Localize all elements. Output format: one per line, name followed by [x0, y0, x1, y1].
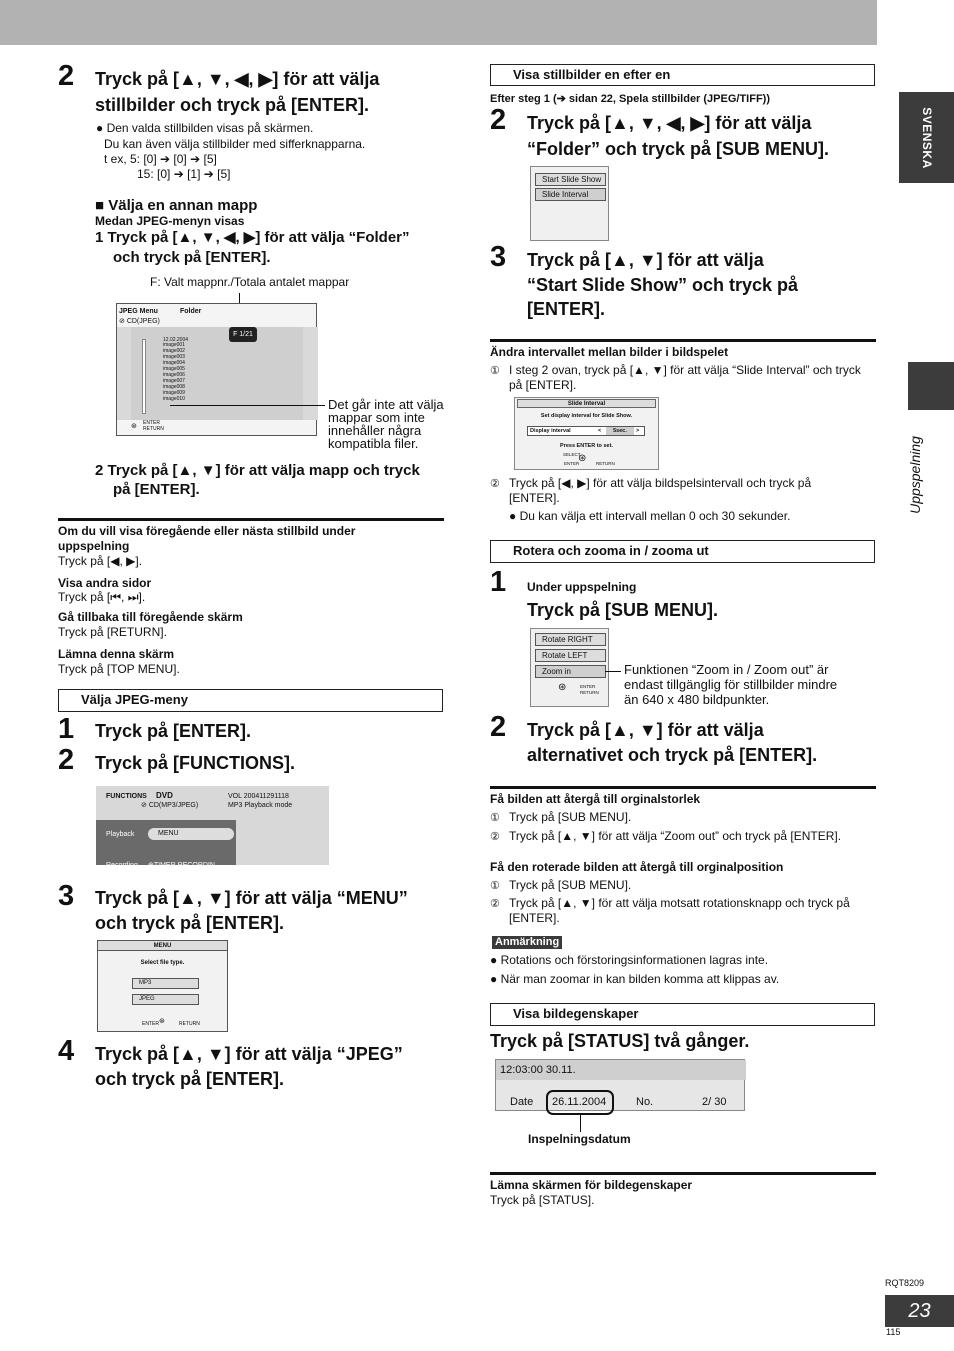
- text: på [ENTER].: [509, 378, 577, 392]
- step-number: 3: [490, 241, 507, 273]
- text: 15: [0] ➔ [1] ➔ [5]: [137, 167, 231, 181]
- step-heading: och tryck på [ENTER].: [95, 1069, 285, 1089]
- step-heading: Tryck på [▲, ▼] för att välja: [527, 720, 764, 740]
- mp3-option[interactable]: MP3: [132, 978, 199, 989]
- enter-icon: ⊛: [578, 453, 587, 464]
- text: Tryck på [▲, ▼] för att välja “Zoom out” och tryck på [ENTER].: [509, 829, 842, 843]
- step-circle-1: ①: [490, 880, 500, 892]
- note-bullet: ● Rotations och förstoringsinformationen lagras inte.: [490, 953, 769, 967]
- callout-note: Funktionen “Zoom in / Zoom out” är endast tillgänglig för stillbilder mindre än 640 x 480 bildpunkter.: [624, 662, 838, 707]
- file-item[interactable]: image006: [163, 372, 185, 378]
- sub-heading-note: Medan JPEG-menyn visas: [95, 214, 245, 228]
- bullet: ● Du kan välja ett intervall mellan 0 och 30 sekunder.: [509, 509, 791, 523]
- tip-heading: Gå tillbaka till föregående skärm: [58, 610, 243, 624]
- tip-text: Tryck på [◀, ▶].: [58, 554, 143, 568]
- step-number: 3: [58, 880, 75, 912]
- step-heading: Tryck på [▲, ▼, ◀, ▶] för att välja: [95, 69, 380, 89]
- sub-heading: Få bilden att återgå till orginalstorlek: [490, 792, 701, 806]
- step-number: 1: [490, 566, 507, 598]
- step-text: 1 Tryck på [▲, ▼, ◀, ▶] för att välja “Folder”: [95, 229, 410, 246]
- menu-screen: MENU Select file type. MP3 JPEG ENTER ⊛ RETURN: [97, 940, 228, 1032]
- callout-line: [580, 1115, 581, 1132]
- note-badge: Anmärkning: [492, 936, 562, 949]
- header-bar: [0, 0, 877, 45]
- rotate-right-option[interactable]: Rotate RIGHT: [535, 633, 606, 646]
- scrollbar[interactable]: [142, 339, 146, 414]
- tip-text: Tryck på [⏮, ⏭].: [58, 590, 146, 604]
- display-interval-field[interactable]: Display interval < 5sec. >: [527, 426, 645, 436]
- slide-interval-option[interactable]: Slide Interval: [535, 188, 606, 201]
- callout-line: [605, 671, 621, 672]
- divider: [490, 786, 876, 789]
- file-item[interactable]: image008: [163, 384, 185, 390]
- file-item[interactable]: image003: [163, 354, 185, 360]
- step-note: Under uppspelning: [527, 580, 637, 594]
- divider: [490, 1172, 876, 1175]
- text: t ex, 5: [0] ➔ [0] ➔ [5]: [104, 152, 217, 166]
- sub-heading: Ändra intervallet mellan bilder i bildspelet: [490, 345, 729, 359]
- step-heading: stillbilder och tryck på [ENTER].: [95, 95, 370, 115]
- step-heading: Tryck på [SUB MENU].: [527, 600, 719, 620]
- step-heading: “Start Slide Show” och tryck på: [527, 275, 799, 295]
- rotate-left-option[interactable]: Rotate LEFT: [535, 649, 606, 662]
- step-number: 2: [490, 104, 507, 136]
- zoom-in-option[interactable]: Zoom in: [535, 665, 606, 678]
- jpeg-menu-screen: JPEG Menu Folder ⊘ CD(JPEG) F 1/21 12.02.2004 image001 image002 image003 image004 image005 image006 image007 image008 image009 image010 ⊛ ENTER RETURN: [116, 303, 317, 436]
- start-slide-show-option[interactable]: Start Slide Show: [535, 173, 606, 186]
- step-circle-1: ①: [490, 812, 500, 824]
- step-number: 2: [58, 744, 75, 776]
- reference-note: Efter steg 1 (➔ sidan 22, Spela stillbilder (JPEG/TIFF)): [490, 93, 771, 105]
- rotate-sub-menu: Rotate RIGHT Rotate LEFT Zoom in ⊛ ENTER RETURN: [530, 628, 609, 707]
- tip-heading: Om du vill visa föregående eller nästa stillbild under: [58, 524, 356, 538]
- step-text: på [ENTER].: [113, 481, 200, 498]
- enter-icon: ⊛: [131, 423, 137, 430]
- divider: [490, 339, 876, 342]
- step-heading: “Folder” och tryck på [SUB MENU].: [527, 139, 830, 159]
- language-tab: SVENSKA: [899, 92, 954, 183]
- step-number: 2: [490, 711, 507, 743]
- step-text: och tryck på [ENTER].: [113, 249, 271, 266]
- menu-option[interactable]: MENU: [148, 828, 234, 840]
- enter-icon: ⊛: [159, 1018, 165, 1025]
- text: [ENTER].: [509, 491, 560, 505]
- sub-heading: Lämna skärmen för bildegenskaper: [490, 1178, 693, 1192]
- text: Tryck på [SUB MENU].: [509, 878, 632, 892]
- step-circle-2: ②: [490, 831, 500, 843]
- functions-screen: FUNCTIONS DVD ⊘ CD(MP3/JPEG) VOL 200411291118 MP3 Playback mode Playback MENU Recording ⊕TIMER RECORDIN: [96, 786, 329, 865]
- step-heading: Tryck på [▲, ▼] för att välja “MENU”: [95, 888, 408, 908]
- section-box: Välja JPEG-meny: [58, 689, 443, 712]
- date-highlight: [546, 1090, 614, 1115]
- step-heading: [ENTER].: [527, 299, 605, 319]
- tip-heading: uppspelning: [58, 539, 130, 553]
- file-item[interactable]: image005: [163, 366, 185, 372]
- file-item[interactable]: image009: [163, 390, 185, 396]
- step-heading: Tryck på [STATUS] två gånger.: [490, 1031, 750, 1051]
- text: Du kan även välja stillbilder med sifferknapparna.: [104, 137, 366, 151]
- folder-indicator: F 1/21: [229, 327, 257, 342]
- text: Tryck på [◀, ▶] för att välja bildspelsintervall och tryck på: [509, 476, 812, 490]
- doc-code: RQT8209: [885, 1278, 925, 1288]
- text: Tryck på [SUB MENU].: [509, 810, 632, 824]
- section-box: Visa bildegenskaper: [490, 1003, 875, 1026]
- slide-interval-screen: Slide Interval Set display interval for Slide Show. Display interval < 5sec. > Press ENTER to set. SELECT ENTER ⊛ RETURN: [514, 397, 659, 470]
- enter-icon: ⊛: [558, 682, 567, 693]
- file-item[interactable]: image010: [163, 396, 185, 402]
- step-heading: Tryck på [▲, ▼] för att välja “JPEG”: [95, 1044, 403, 1064]
- tip-heading: Lämna denna skärm: [58, 647, 175, 661]
- step-circle-2: ②: [490, 898, 500, 910]
- step-text: 2 Tryck på [▲, ▼] för att välja mapp och tryck: [95, 462, 420, 479]
- tip-text: Tryck på [RETURN].: [58, 625, 167, 639]
- file-item[interactable]: image004: [163, 360, 185, 366]
- jpeg-option[interactable]: JPEG: [132, 994, 199, 1005]
- section-box: Rotera och zooma in / zooma ut: [490, 540, 875, 563]
- step-heading: och tryck på [ENTER].: [95, 913, 285, 933]
- note-bullet: ● När man zoomar in kan bilden komma att klippas av.: [490, 972, 780, 986]
- section-marker: [908, 362, 954, 410]
- section-box: Visa stillbilder en efter en: [490, 64, 875, 86]
- sub-menu-screen: [530, 166, 609, 241]
- tip-heading: Visa andra sidor: [58, 576, 152, 590]
- step-circle-1: ①: [490, 365, 500, 377]
- callout-note: Det går inte att välja mappar som inte innehåller några kompatibla filer.: [328, 397, 444, 451]
- file-list: [163, 342, 185, 402]
- text: Tryck på [▲, ▼] för att välja motsatt rotationsknapp och tryck på: [509, 896, 850, 910]
- tip-text: Tryck på [TOP MENU].: [58, 662, 180, 676]
- page-number-small: 115: [886, 1327, 901, 1337]
- text: Tryck på [STATUS].: [490, 1193, 595, 1207]
- step-heading: Tryck på [FUNCTIONS].: [95, 753, 296, 773]
- sub-heading: ■ Välja en annan mapp: [95, 197, 258, 214]
- sub-heading: Få den roterade bilden att återgå till orginalposition: [490, 860, 784, 874]
- step-heading: Tryck på [▲, ▼] för att välja: [527, 250, 764, 270]
- file-item[interactable]: image007: [163, 378, 185, 384]
- disc-icon: ⊘ CD(JPEG): [119, 318, 160, 325]
- step-circle-2: ②: [490, 478, 500, 490]
- step-heading: alternativet och tryck på [ENTER].: [527, 745, 818, 765]
- divider: [58, 518, 444, 521]
- callout-label: Inspelningsdatum: [528, 1132, 631, 1146]
- step-number: 4: [58, 1035, 75, 1067]
- section-label: Uppspelning: [907, 436, 923, 514]
- callout-line: [170, 405, 325, 406]
- text: I steg 2 ovan, tryck på [▲, ▼] för att välja “Slide Interval” och tryck: [509, 363, 861, 377]
- bullet: ● Den valda stillbilden visas på skärmen.: [96, 121, 314, 135]
- step-number: 1: [58, 713, 75, 745]
- file-item[interactable]: image001: [163, 342, 185, 348]
- step-heading: Tryck på [ENTER].: [95, 721, 252, 741]
- step-number: 2: [58, 60, 75, 92]
- status-screen: 12:03:00 30.11. Date 26.11.2004 No. 2/ 30: [495, 1059, 745, 1111]
- page-number: 23: [885, 1295, 954, 1327]
- callout-label: F: Valt mappnr./Totala antalet mappar: [150, 275, 350, 289]
- step-heading: Tryck på [▲, ▼, ◀, ▶] för att välja: [527, 113, 812, 133]
- file-item[interactable]: image002: [163, 348, 185, 354]
- text: [ENTER].: [509, 911, 560, 925]
